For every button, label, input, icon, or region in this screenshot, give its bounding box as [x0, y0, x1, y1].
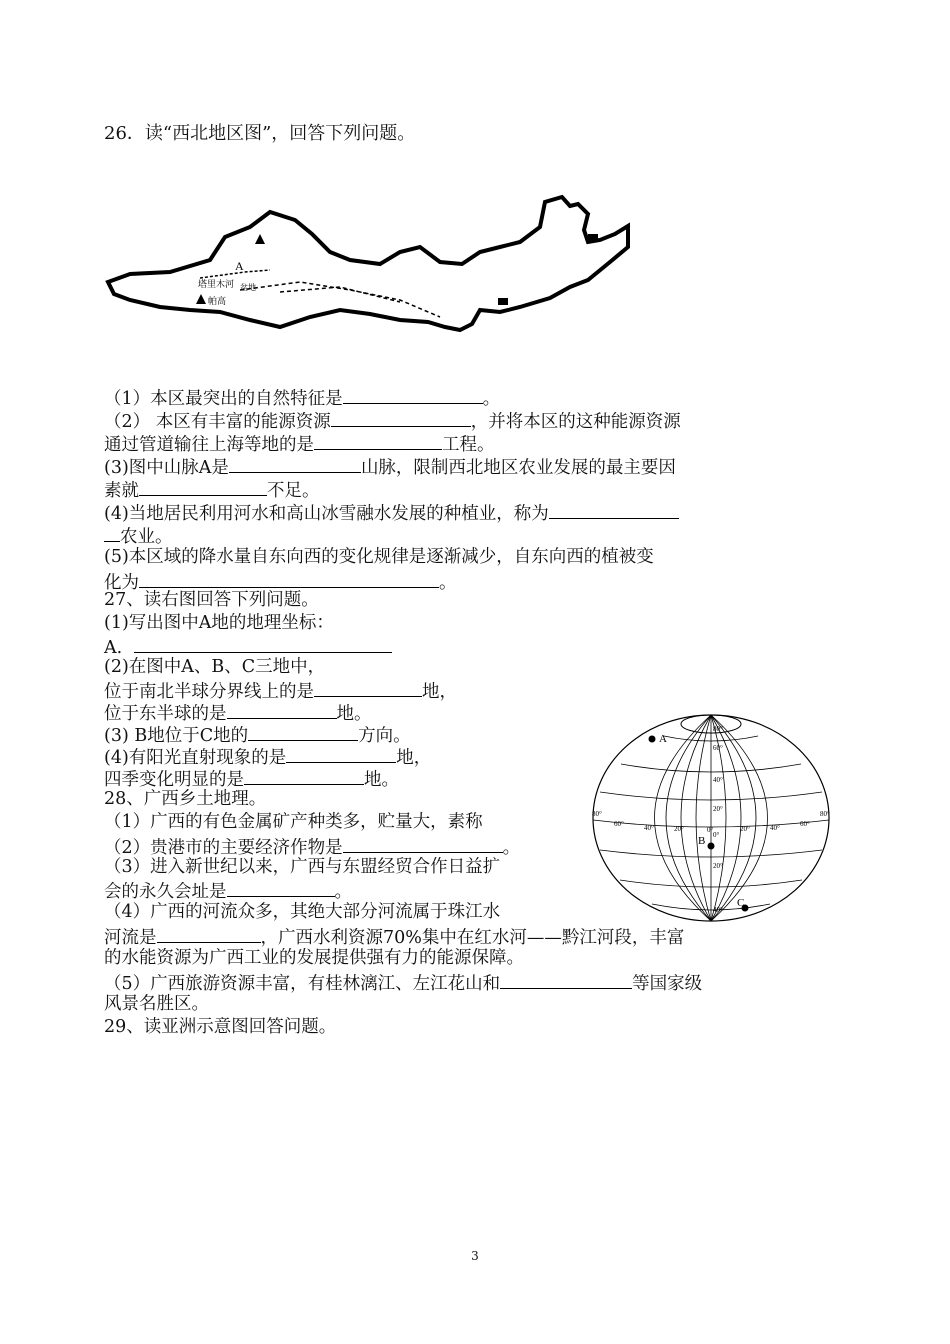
answer-blank[interactable]	[248, 723, 358, 741]
region-outline	[108, 197, 628, 330]
northwest-region-map	[100, 192, 640, 352]
answer-blank-cont[interactable]	[104, 524, 120, 542]
q26-line-3b: 素就 不足。	[104, 478, 320, 501]
q27-line-8: 四季变化明显的是 地。	[104, 767, 399, 790]
q26-line-2b: 通过管道输往上海等地的是 工程。	[104, 432, 495, 455]
answer-blank[interactable]	[331, 409, 471, 427]
q27-line-5: 位于东半球的是 地。	[104, 701, 372, 724]
q27-line-1: (1)写出图中A地的地理坐标：	[104, 613, 334, 633]
q28-line-7: 的水能资源为广西工业的发展提供强有力的能源保障。	[104, 948, 524, 968]
q27-line-6: (3) B地位于C地的 方向。	[104, 723, 411, 746]
q28-line-1: （1）广西的有色金属矿产种类多，贮量大，素称	[104, 812, 483, 832]
answer-blank[interactable]	[227, 701, 337, 719]
svg-text:80°: 80°	[820, 810, 830, 818]
q26-line-1: （1）本区最突出的自然特征是 。	[104, 386, 500, 409]
svg-text:60°: 60°	[713, 744, 723, 752]
q27-line-4: 位于南北半球分界线上的是 地，	[104, 679, 457, 702]
mountain-peak-icon	[255, 234, 265, 244]
globe-label-c: C	[737, 897, 745, 909]
city-marker-2	[498, 298, 508, 305]
q28-line-3: （3）进入新世纪以来，广西与东盟经贸合作日益扩	[104, 857, 501, 877]
answer-blank[interactable]	[227, 879, 335, 897]
svg-text:80°: 80°	[592, 810, 602, 818]
question-29-title: 29、读亚洲示意图回答问题。	[104, 1017, 337, 1037]
answer-blank[interactable]	[286, 745, 396, 763]
svg-text:40°: 40°	[770, 824, 780, 832]
answer-blank[interactable]	[343, 386, 483, 404]
answer-blank[interactable]	[500, 971, 632, 989]
mountain-peak-icon-2	[196, 294, 206, 304]
svg-text:40°: 40°	[713, 906, 723, 914]
map-label-shan: 帕高	[208, 296, 227, 306]
q28-line-2: （2）贵港市的主要经济作物是 。	[104, 835, 520, 858]
answer-blank[interactable]	[244, 767, 364, 785]
question-27-title: 27、读右图回答下列问题。	[104, 590, 319, 610]
answer-blank[interactable]	[549, 501, 679, 519]
question-28-title: 28、广西乡土地理。	[104, 789, 267, 809]
q28-line-4: 会的永久会址是 。	[104, 879, 352, 902]
svg-text:40°: 40°	[644, 824, 654, 832]
map-label-basin: 盆地	[240, 283, 256, 292]
answer-blank[interactable]	[134, 635, 392, 653]
svg-text:20°: 20°	[713, 862, 723, 870]
answer-blank[interactable]	[157, 925, 261, 943]
q26-line-4a: (4)当地居民利用河水和高山冰雪融水发展的种植业，称为	[104, 501, 679, 524]
city-marker-1	[588, 234, 598, 241]
globe-figure	[586, 700, 836, 926]
svg-text:40°: 40°	[713, 776, 723, 784]
q26-line-5a: (5)本区域的降水量自东向西的变化规律是逐渐减少，自东向西的植被变	[104, 547, 654, 567]
q26-line-5b: 化为 。	[104, 570, 457, 593]
q27-line-3: (2)在图中A、B、C三地中，	[104, 657, 326, 677]
globe-label-a: A	[659, 733, 667, 745]
svg-text:0°: 0°	[707, 826, 714, 834]
q28-line-8: （5）广西旅游资源丰富，有桂林漓江、左江花山和 等国家级	[104, 971, 702, 994]
answer-blank[interactable]	[139, 478, 267, 496]
q27-line-2: A.	[104, 635, 392, 658]
q28-line-5: （4）广西的河流众多，其绝大部分河流属于珠江水	[104, 902, 501, 922]
point-b-marker	[708, 843, 715, 850]
answer-blank[interactable]	[314, 679, 422, 697]
svg-text:60°: 60°	[614, 820, 624, 828]
map-label-a: A	[235, 259, 244, 273]
svg-text:20°: 20°	[740, 825, 750, 833]
point-a-marker	[649, 736, 656, 743]
svg-text:60°: 60°	[800, 820, 810, 828]
question-26-title: 26．读“西北地区图”，回答下列问题。	[104, 123, 416, 144]
answer-blank[interactable]	[343, 835, 503, 853]
q26-line-2a: （2） 本区有丰富的能源资源 ，并将本区的这种能源资源	[104, 409, 681, 432]
svg-text:80°: 80°	[713, 725, 723, 733]
q26-line-3a: (3)图中山脉A是 山脉，限制西北地区农业发展的最主要因	[104, 455, 676, 478]
q27-line-7: (4)有阳光直射现象的是 地，	[104, 745, 431, 768]
map-label-river: 塔里木河	[198, 279, 235, 289]
page-number: 3	[471, 1249, 479, 1263]
globe-label-b: B	[698, 835, 706, 847]
q28-line-6: 河流是 ，广西水利资源70%集中在红水河——黔江河段，丰富	[104, 925, 684, 948]
answer-blank[interactable]	[314, 432, 442, 450]
answer-blank[interactable]	[229, 455, 361, 473]
q28-line-9: 风景名胜区。	[104, 994, 209, 1014]
q26-line-4b: 农业。	[104, 524, 173, 547]
svg-text:20°: 20°	[713, 805, 723, 813]
answer-blank[interactable]	[139, 570, 439, 588]
svg-text:20°: 20°	[674, 825, 684, 833]
svg-text:0°: 0°	[713, 831, 720, 839]
